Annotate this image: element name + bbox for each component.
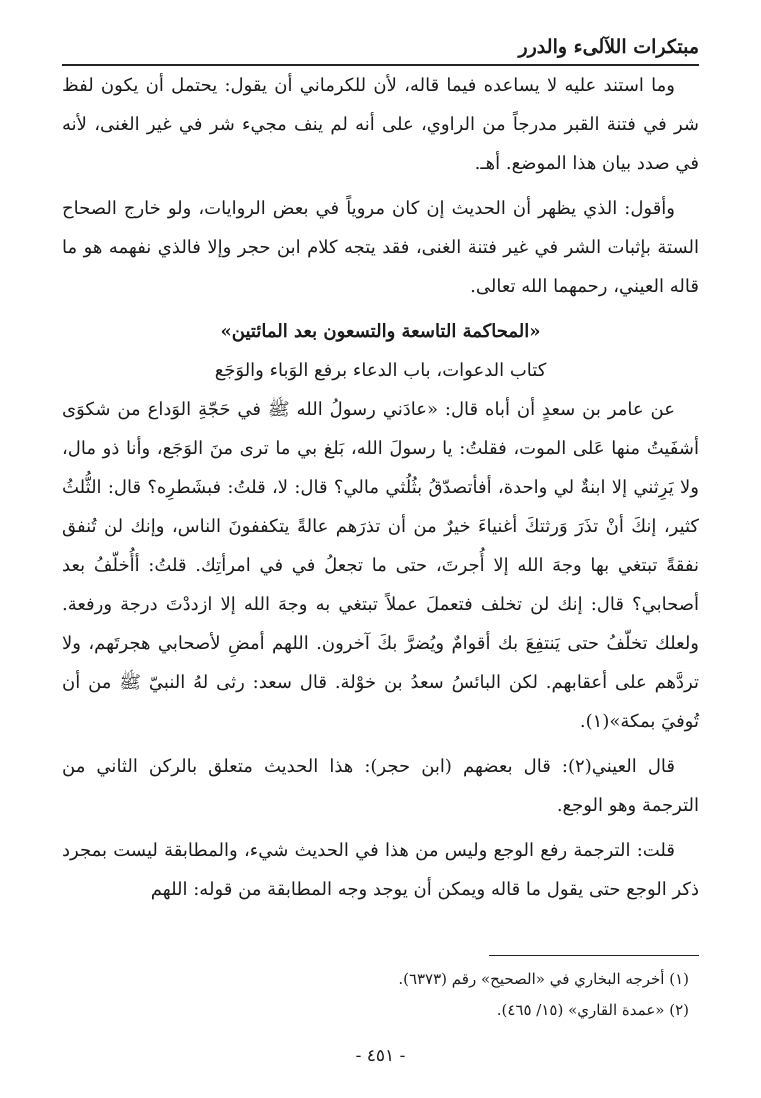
section-title: «المحاكمة التاسعة والتسعون بعد المائتين» [220,321,541,342]
footnote-divider [489,955,699,956]
page-number: - ٤٥١ - [355,1046,406,1066]
paragraph: وما استند عليه لا يساعده فيما قاله، لأن للكرماني أن يقول: يحتمل أن يكون لفظ شر في فتنة القبر مدرجاً من الراوي، على أنه لم ينف مجيء شر في غير الغنى، لأنه في صدد بيان هذا الموضع. أهـ. [62,75,699,174]
commentary-paragraph: قلت: الترجمة رفع الوجع وليس من هذا في الحديث شيء، والمطابقة ليست بمجرد ذكر الوجع حتى يقول ما قاله ويمكن أن يوجد وجه المطابقة من قوله: اللهم [62,840,699,900]
header-title: مبتكرات اللآلىء والدرر [518,36,699,58]
running-header [62,28,699,66]
chapter-title: كتاب الدعوات، باب الدعاء برفع الوَباء والوَجَع [214,360,547,381]
hadith-text: عن عامر بن سعدٍ أن أباه قال: «عادَني رسولُ الله ﷺ في حَجّةِ الوَداع من شكوَى أشفَيتُ منها عَلى الموت، فقلتُ: يا رسولَ الله، بَلغ بي ما ترى منَ الوَجَع، وأنا ذو مال، ولا يَرِثني إلا ابنةٌ لي واحدة، أفأتصدّقُ بثُلُثي مالي؟ قال: لا، قلتُ: فبشَطرِه؟ قال: الثُّلثُ كثير، إنكَ أنْ تذَرَ وَرثتكَ أغنياءَ خيرٌ من أن تذرَهم عالةً يتكففونَ الناس، وإنك لن تُنفق نفقةً تبتغي بها وجهَ الله إلا أُجرتَ، حتى ما تجعلُ في في امرأتِك. قلتُ: أأُخلّفُ بعد أصحابي؟ قال: إنك لن تخلف فتعملَ عملاً تبتغي به وجهَ الله إلا ازددْتَ درجة ورفعة. ولعلك تخلّفُ حتى يَنتفِعَ بك أقوامٌ ويُضرَّ بكَ آخرون. اللهم أمضِ لأصحابي هجرتَهم، ولا تردَّهم على أعقابهم. لكن البائسُ سعدُ بن خوْلة. قال سعد: رثى لهُ النبيّ ﷺ من أن تُوفيَ بمكة»(١). [62,399,700,732]
footnote: (٢) «عمدة القاري» (١٥/ ٤٦٥). [496,1001,689,1019]
page-body [62,66,699,909]
footnote: (١) أخرجه البخاري في «الصحيح» رقم (٦٣٧٣). [398,970,689,988]
footnotes [62,955,699,1026]
commentary-paragraph: قال العيني(٢): قال بعضهم (ابن حجر): هذا الحديث متعلق بالركن الثاني من الترجمة وهو الوجع. [62,756,699,816]
paragraph: وأقول: الذي يظهر أن الحديث إن كان مروياً في بعض الروايات، ولو خارج الصحاح الستة بإثبات الشر في غير فتنة الغنى، فقد يتجه كلام ابن حجر وإلا فالذي نفهمه هو ما قاله العيني، رحمهما الله تعالى. [62,198,699,297]
